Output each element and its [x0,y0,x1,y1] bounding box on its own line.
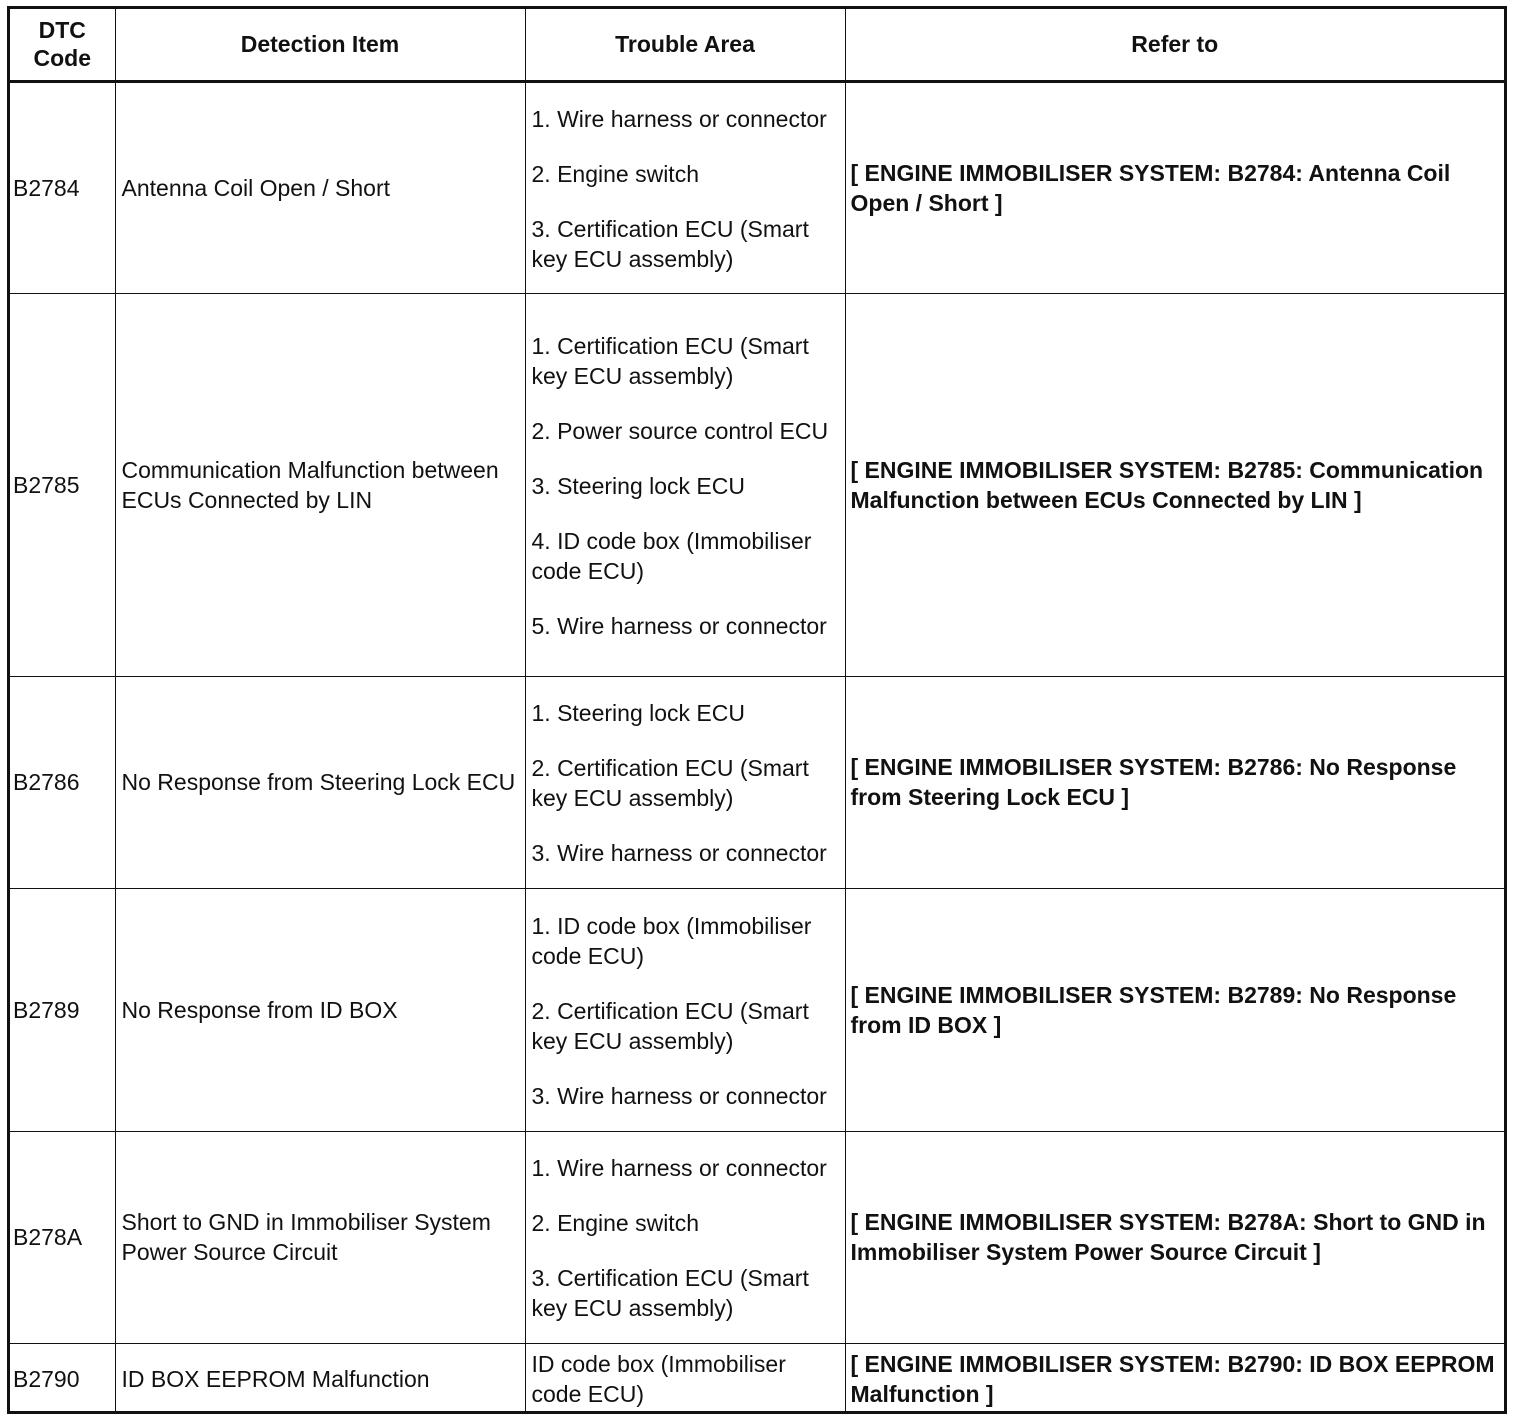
trouble-area-item: 2. Power source control ECU [531,417,829,444]
trouble-area-cell [525,1131,845,1343]
trouble-area-cell [525,1343,845,1414]
trouble-area-cell [525,293,845,676]
detection-item-cell: ID BOX EEPROM Malfunction [115,1343,525,1414]
trouble-area-item: 3. Steering lock ECU [531,472,745,499]
header-detection-item: Detection Item [115,9,525,81]
dtc-code-cell: B278A [10,1131,115,1343]
dtc-table [10,9,1504,1414]
detection-item-cell: No Response from ID BOX [115,888,525,1131]
trouble-area-item: 2. Engine switch [531,160,699,187]
dtc-code-cell: B2786 [10,676,115,888]
dtc-code-cell: B2785 [10,293,115,676]
detection-item-cell: Communication Malfunction between ECUs Connected by LIN [115,293,525,676]
trouble-area-cell [525,676,845,888]
header-refer-to: Refer to [845,9,1504,81]
header-dtc-code-label: DTC Code [33,17,91,72]
header-row [10,9,1504,81]
dtc-table-container [7,6,1507,1414]
header-trouble-area: Trouble Area [525,9,845,81]
table-row [10,888,1504,1131]
refer-to-link[interactable]: [ ENGINE IMMOBILISER SYSTEM: B2786: No Response from Steering Lock ECU ] [845,676,1504,888]
trouble-area-item: 2. Engine switch [531,1210,699,1236]
refer-to-link[interactable]: [ ENGINE IMMOBILISER SYSTEM: B2790: ID BOX EEPROM Malfunction ] [845,1343,1504,1414]
trouble-area-item: ID code box (Immobiliser code ECU) [531,1350,786,1407]
trouble-area-item: 1. Wire harness or connector [531,105,827,132]
trouble-area-cell [525,81,845,293]
trouble-area-cell [525,888,845,1131]
trouble-area-item: 2. Certification ECU (Smart key ECU assembly) [531,755,809,811]
trouble-area-item: 1. Steering lock ECU [531,700,745,726]
header-dtc-code [10,9,115,81]
trouble-area-item: 1. Certification ECU (Smart key ECU assembly) [531,332,809,389]
refer-to-link[interactable]: [ ENGINE IMMOBILISER SYSTEM: B2785: Communication Malfunction between ECUs Connected by LIN ] [845,293,1504,676]
table-row [10,1343,1504,1414]
trouble-area-item: 3. Certification ECU (Smart key ECU assembly) [531,1265,809,1321]
trouble-area-item: 1. Wire harness or connector [531,1155,827,1181]
dtc-code-cell: B2784 [10,81,115,293]
refer-to-link[interactable]: [ ENGINE IMMOBILISER SYSTEM: B278A: Short to GND in Immobiliser System Power Source Circuit ] [845,1131,1504,1343]
detection-item-cell: No Response from Steering Lock ECU [115,676,525,888]
trouble-area-item: 3. Wire harness or connector [531,1082,827,1109]
detection-item-cell: Short to GND in Immobiliser System Power Source Circuit [115,1131,525,1343]
table-row [10,81,1504,293]
trouble-area-item: 2. Certification ECU (Smart key ECU assembly) [531,997,809,1054]
detection-item-cell: Antenna Coil Open / Short [115,81,525,293]
table-row [10,1131,1504,1343]
trouble-area-item: 1. ID code box (Immobiliser code ECU) [531,912,812,969]
table-row [10,676,1504,888]
refer-to-link[interactable]: [ ENGINE IMMOBILISER SYSTEM: B2789: No Response from ID BOX ] [845,888,1504,1131]
refer-to-link[interactable]: [ ENGINE IMMOBILISER SYSTEM: B2784: Antenna Coil Open / Short ] [845,81,1504,293]
dtc-code-cell: B2790 [10,1343,115,1414]
dtc-code-cell: B2789 [10,888,115,1131]
trouble-area-item: 4. ID code box (Immobiliser code ECU) [531,527,812,584]
table-row [10,293,1504,676]
trouble-area-item: 5. Wire harness or connector [531,612,827,639]
trouble-area-item: 3. Certification ECU (Smart key ECU assembly) [531,215,809,272]
trouble-area-item: 3. Wire harness or connector [531,840,827,866]
